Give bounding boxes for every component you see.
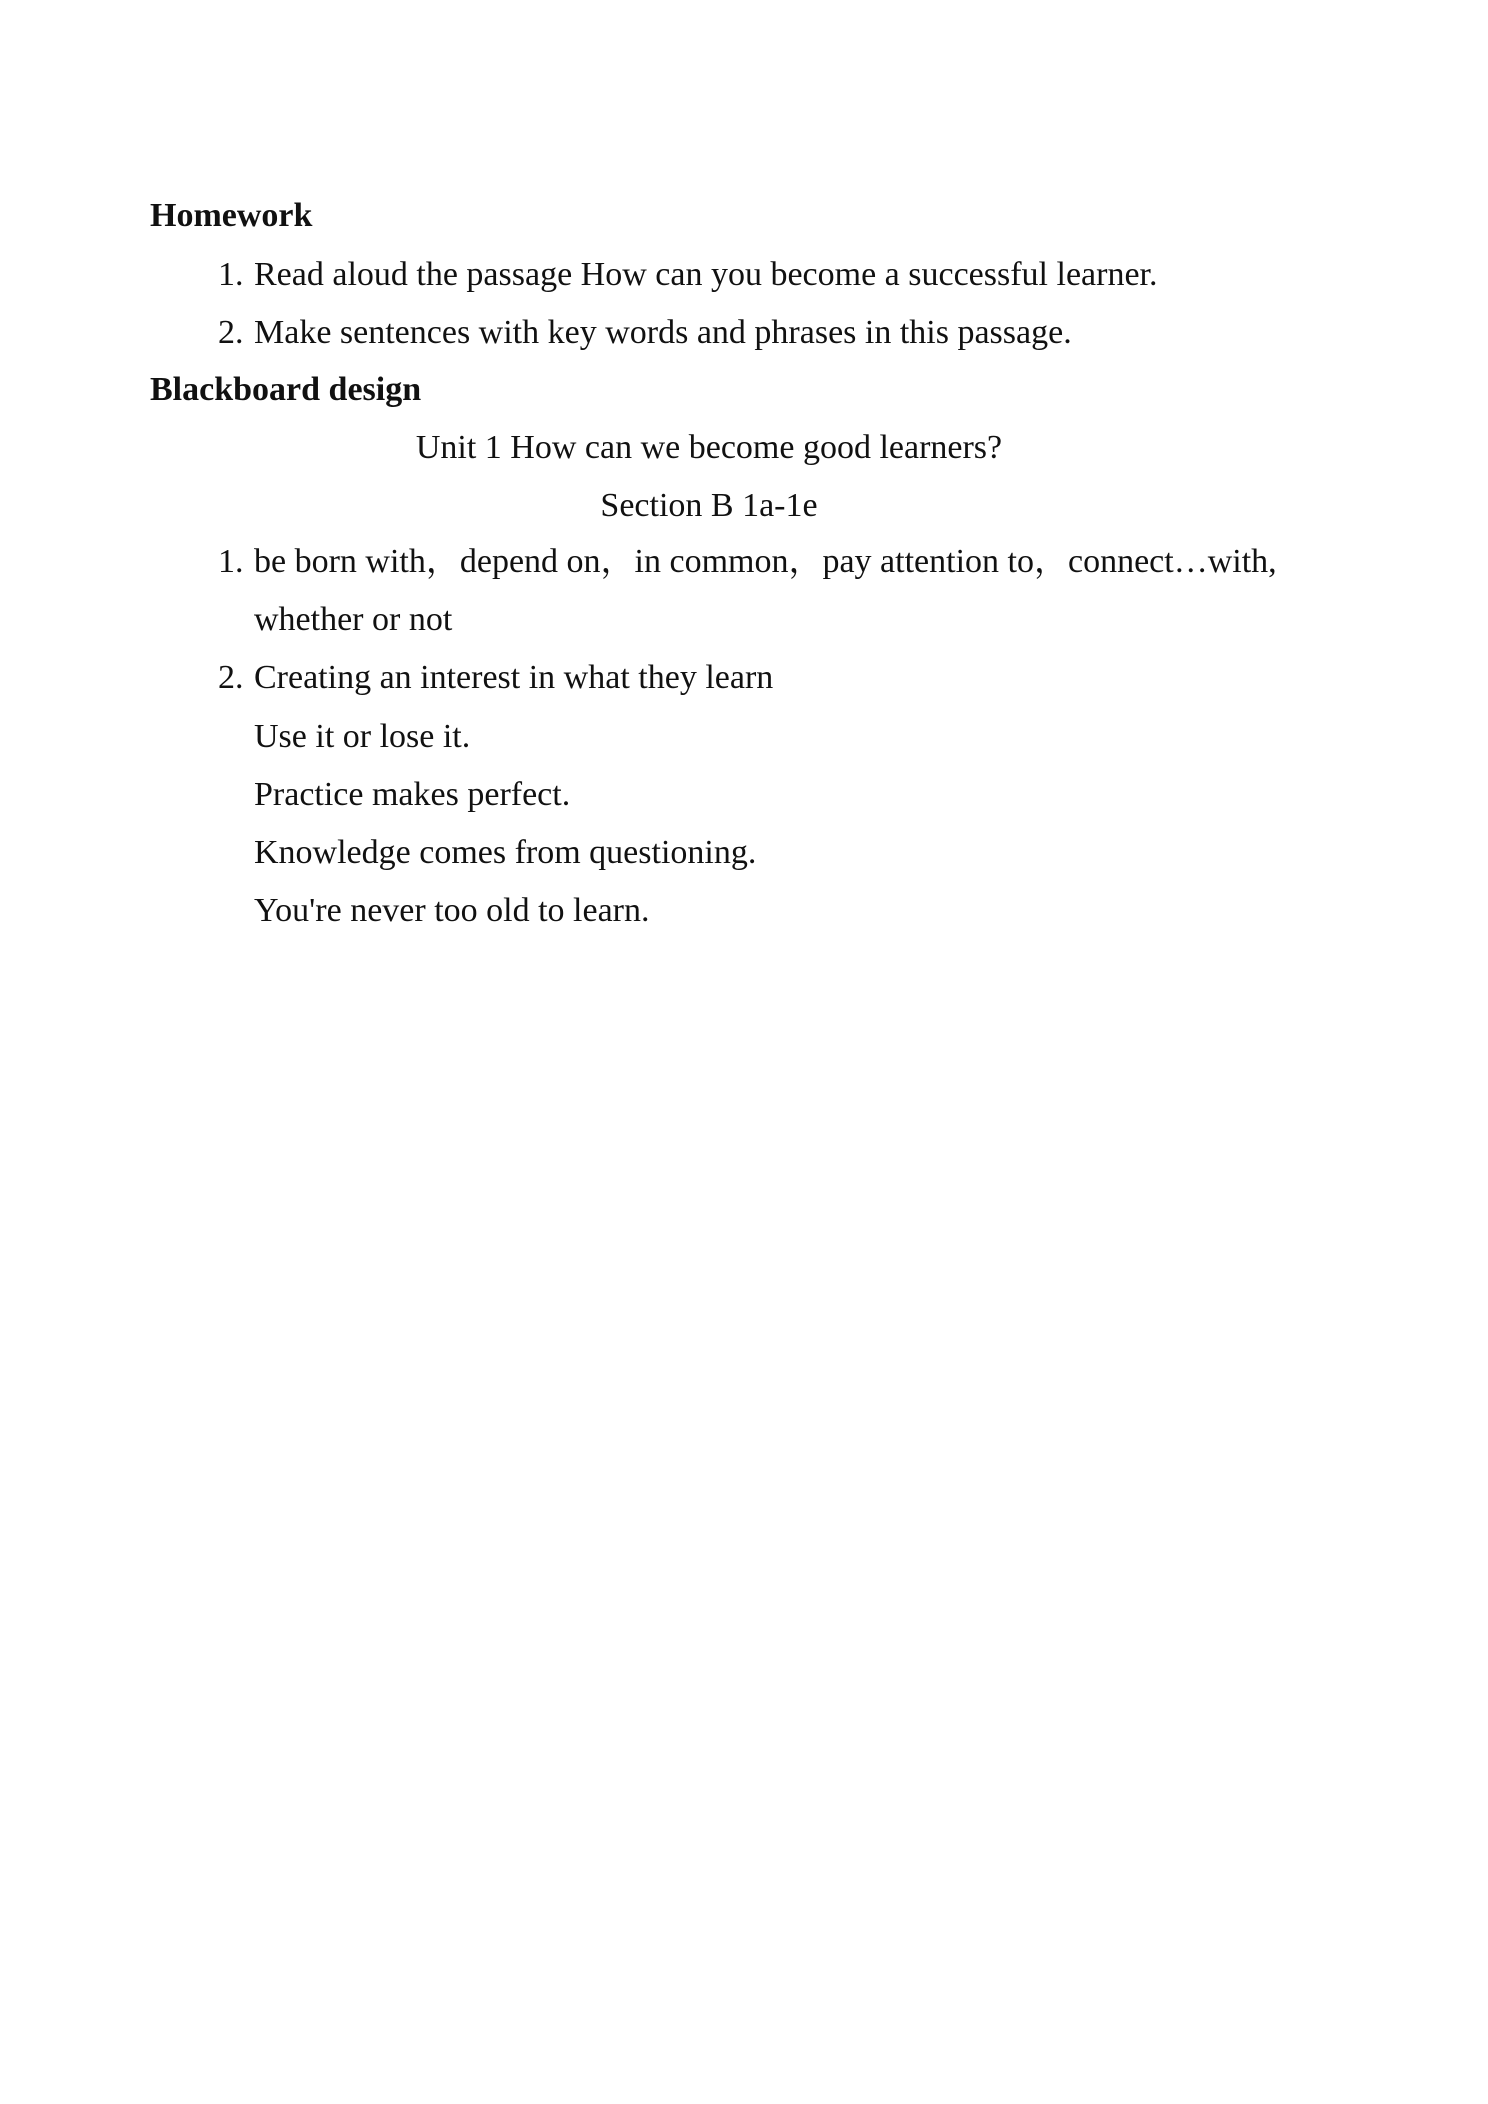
blackboard-sub-line-4: You're never too old to learn.	[254, 892, 650, 929]
blackboard-title: Unit 1 How can we become good learners?	[415, 429, 1003, 466]
blackboard-sub-line-3: Knowledge comes from questioning.	[254, 834, 757, 871]
item-number: 2.	[218, 659, 244, 696]
blackboard-heading: Blackboard design	[150, 371, 422, 408]
item-text: Creating an interest in what they learn	[254, 659, 774, 696]
blackboard-sub-line-2: Practice makes perfect.	[254, 776, 571, 813]
blackboard-sub-line-1: Use it or lose it.	[254, 718, 471, 755]
blackboard-item-1	[218, 533, 1358, 649]
blackboard-subtitle: Section B 1a-1e	[600, 487, 818, 524]
item-number: 1.	[218, 256, 244, 293]
homework-heading: Homework	[150, 197, 313, 234]
item-number: 2.	[218, 314, 244, 351]
item-number: 1.	[218, 543, 244, 580]
item-text: be born with，depend on，in common，pay attention to，connect…with, whether or not	[254, 543, 1277, 638]
homework-item-1	[218, 246, 1358, 304]
item-text: Make sentences with key words and phrases in this passage.	[254, 314, 1072, 351]
blackboard-item-2	[218, 649, 1358, 707]
item-text: Read aloud the passage How can you become a successful learner.	[254, 256, 1158, 293]
homework-item-2	[218, 304, 1358, 362]
